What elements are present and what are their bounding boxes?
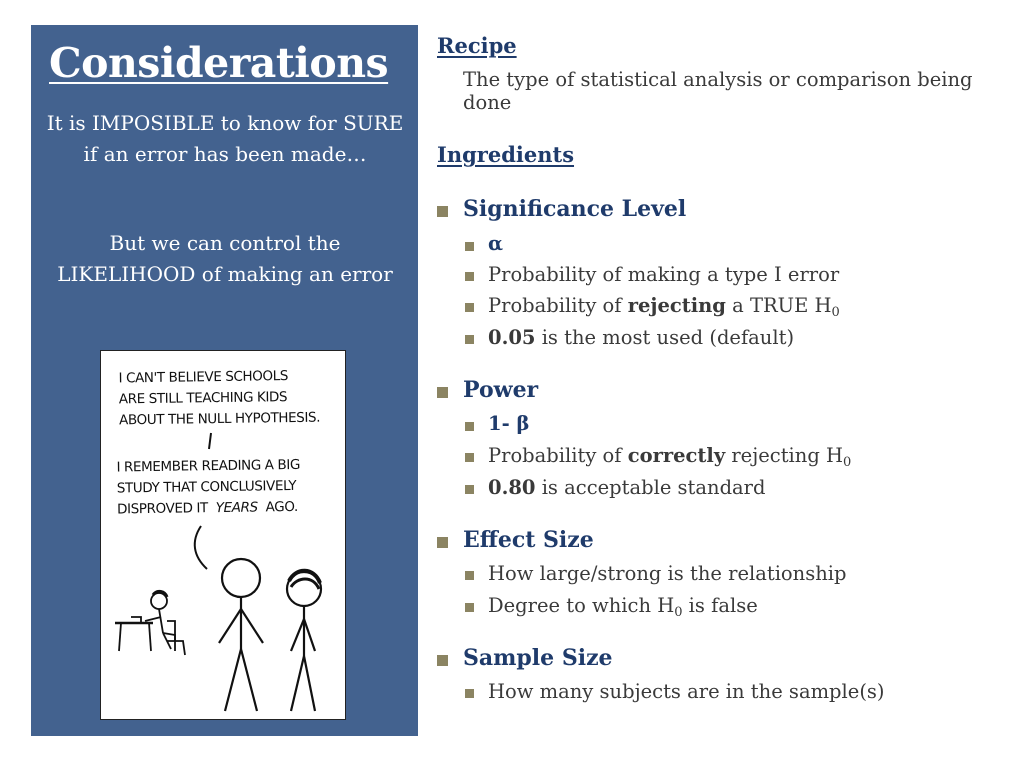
text-part: Probability of <box>488 294 628 317</box>
power-title: Power <box>463 377 539 403</box>
comic-caption-emphasis: YEARS <box>215 499 258 517</box>
comic-drawing <box>101 351 345 719</box>
recipe-heading: Recipe <box>437 33 517 58</box>
comic-caption-line: I CAN'T BELIEVE SCHOOLS <box>118 368 289 387</box>
recipe-description: The type of statistical analysis or comparison being done <box>463 68 973 114</box>
square-bullet-icon <box>465 571 474 580</box>
effect-size-title: Effect Size <box>463 527 594 553</box>
text-part: is acceptable standard <box>535 476 766 499</box>
ingredients-heading: Ingredients <box>437 142 575 167</box>
square-bullet-icon <box>465 303 474 312</box>
text-part: Probability of <box>488 444 628 467</box>
seated-figure-at-desk <box>115 591 185 655</box>
default-alpha-text <box>488 326 794 349</box>
comic-caption-line: I REMEMBER READING A BIG <box>116 456 301 476</box>
considerations-panel <box>31 25 418 736</box>
square-bullet-icon <box>437 387 448 398</box>
square-bullet-icon <box>465 242 474 251</box>
likelihood-note: But we can control the LIKELIHOOD of making an error <box>57 231 393 286</box>
stick-figure-listener <box>287 571 321 711</box>
text-part: is the most used (default) <box>535 326 795 349</box>
text-emphasis: rejecting <box>627 294 726 317</box>
text-part: a TRUE H <box>725 294 832 317</box>
text-part: is false <box>682 594 758 617</box>
square-bullet-icon <box>465 689 474 698</box>
square-bullet-icon <box>437 206 448 217</box>
subscript: 0 <box>674 605 683 620</box>
square-bullet-icon <box>465 603 474 612</box>
square-bullet-icon <box>465 453 474 462</box>
comic-caption-line: ARE STILL TEACHING KIDS <box>118 389 288 408</box>
correctly-rejecting-text <box>488 444 851 470</box>
rejecting-true-null-text <box>488 294 840 320</box>
text-emphasis: 0.80 <box>488 476 536 499</box>
comic-caption-line <box>117 499 298 518</box>
square-bullet-icon <box>437 537 448 548</box>
text-part: rejecting H <box>725 444 844 467</box>
comic-caption-part: AGO. <box>265 498 298 516</box>
sample-size-title: Sample Size <box>463 645 613 671</box>
comic-caption-line: STUDY THAT CONCLUSIVELY <box>116 477 297 497</box>
square-bullet-icon <box>465 422 474 431</box>
comic-caption-line: ABOUT THE NULL HYPOTHESIS. <box>119 409 321 429</box>
xkcd-comic <box>100 350 346 720</box>
square-bullet-icon <box>437 655 448 666</box>
square-bullet-icon <box>465 485 474 494</box>
comic-caption-part: DISPROVED IT <box>116 500 208 518</box>
stick-figure-speaker <box>219 559 263 711</box>
alpha-symbol: α <box>488 232 504 255</box>
subjects-count-text: How many subjects are in the sample(s) <box>488 680 885 703</box>
relationship-strength-text: How large/strong is the relationship <box>488 562 847 585</box>
speech-tail-top <box>209 433 211 449</box>
square-bullet-icon <box>465 335 474 344</box>
square-bullet-icon <box>465 272 474 281</box>
speech-tail-bottom <box>195 526 207 569</box>
text-emphasis: 0.05 <box>488 326 536 349</box>
type-one-error-text: Probability of making a type I error <box>488 263 840 286</box>
degree-false-text <box>488 594 758 620</box>
panel-title: Considerations <box>49 39 389 87</box>
subscript: 0 <box>843 455 852 470</box>
impossible-note: It is IMPOSIBLE to know for SURE if an error has been made… <box>46 111 404 166</box>
acceptable-power-text <box>488 476 766 499</box>
text-part: Degree to which H <box>488 594 675 617</box>
significance-level-title: Significance Level <box>463 196 687 222</box>
text-emphasis: correctly <box>627 444 726 467</box>
subscript: 0 <box>831 305 840 320</box>
one-minus-beta-symbol: 1- β <box>488 412 530 435</box>
